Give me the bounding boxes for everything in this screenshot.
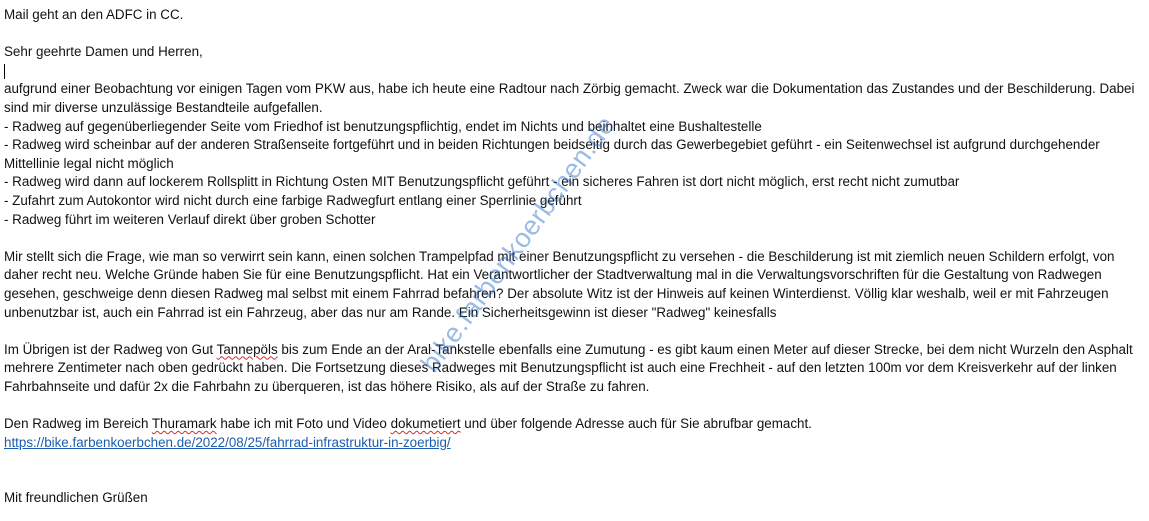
paragraph-route-text: Im Übrigen ist der Radweg von Gut xyxy=(4,341,217,357)
watermark-text: bike.farbenkoerbchen.de xyxy=(415,110,621,378)
email-body[interactable] xyxy=(4,6,1140,508)
blank-line xyxy=(4,471,1140,490)
blank-line xyxy=(4,229,1140,248)
salutation: Sehr geehrte Damen und Herren, xyxy=(4,44,203,60)
documentation-link[interactable]: https://bike.farbenkoerbchen.de/2022/08/25/fahrrad-infrastruktur-in-zoerbig/ xyxy=(4,434,451,450)
paragraph-doc-text: Den Radweg im Bereich xyxy=(4,416,152,432)
blank-line xyxy=(4,452,1140,471)
text-cursor xyxy=(4,64,5,79)
bullet-item: - Radweg führt im weiteren Verlauf direkt über groben Schotter xyxy=(4,211,376,227)
blank-line xyxy=(4,396,1140,415)
blank-line xyxy=(4,25,1140,44)
bullet-item: - Radweg wird dann auf lockerem Rollsplitt in Richtung Osten MIT Benutzungspflicht geführt - ein sicheres Fahren ist dort nicht möglich, erst recht nicht zumutbar xyxy=(4,174,960,190)
bullet-item: - Radweg auf gegenüberliegender Seite vom Friedhof ist benutzungspflichtig, endet im Nichts und beinhaltet eine Bushaltestelle xyxy=(4,118,762,134)
spellcheck-word[interactable]: Thuramark xyxy=(151,416,217,432)
paragraph-doc-text: habe ich mit Foto und Video xyxy=(216,416,391,432)
spellcheck-word[interactable]: Tannepöls xyxy=(216,341,278,357)
cc-note: Mail geht an den ADFC in CC. xyxy=(4,7,184,22)
paragraph-documentation xyxy=(4,415,1140,434)
blank-line xyxy=(4,322,1140,341)
spellcheck-word[interactable]: dokumetiert xyxy=(390,416,461,432)
paragraph-route xyxy=(4,341,1140,397)
paragraph-doc-text: und über folgende Adresse auch für Sie abrufbar gemacht. xyxy=(460,416,812,432)
cursor-line[interactable] xyxy=(4,62,1140,81)
bullet-item: - Zufahrt zum Autokontor wird nicht durch eine farbige Radwegfurt entlang einer Sperrlinie geführt xyxy=(4,192,582,208)
paragraph-question: Mir stellt sich die Frage, wie man so verwirrt sein kann, einen solchen Trampelpfad mit einer Benutzungspflicht zu versehen - die Beschilderung ist mit ziemlich neuen Schildern erfolgt, von daher recht neu. Welche Gründe haben Sie für eine Benutzungspflicht. Hat ein Verantwortlicher der Stadtverwaltung mal in die Verwaltungsvorschriften für die Gestaltung von Radwegen gesehen, geschweige denn diesen Radweg mal selbst mit einem Fahrrad befahren? Der absolute Witz ist der Hinweis auf keinen Winterdienst. Völlig klar weshalb, weil er mit Fahrzeugen unbenutzbar ist, auch ein Fahrrad ist ein Fahrzeug, aber das nur am Rande. Ein Sicherheitsgewinn ist dieser "Radweg" keinesfalls xyxy=(4,248,1115,320)
paragraph-route-text: bis zum Ende an der Aral-Tankstelle ebenfalls eine Zumutung - es gibt kaum einen Meter auf dieser Strecke, bei dem nicht Wurzeln den Asphalt mehrere Zentimeter nach oben gedrückt haben. Die Fortsetzung dieses Radweges mit Benutzungspflicht ist auch eine Frechheit - auf den letzten 100m vor dem Kreisverkehr auf der linken Fahrbahnseite und dafür 2x die Fahrbahn zu überqueren, ist das höhere Risiko, als auf der Straße zu fahren. xyxy=(4,341,1133,394)
closing: Mit freundlichen Grüßen xyxy=(4,490,148,506)
intro-paragraph: aufgrund einer Beobachtung vor einigen Tagen vom PKW aus, habe ich heute eine Radtour nach Zörbig gemacht. Zweck war die Dokumentation das Zustandes und der Beschilderung. Dabei sind mir diverse unzulässige Bestandteile aufgefallen. xyxy=(4,81,1135,115)
documentation-link-line xyxy=(4,434,1140,453)
bullet-item: - Radweg wird scheinbar auf der anderen Straßenseite fortgeführt und in beiden Richtungen beidseitig durch das Gewerbegebiet geführt - ein Seitenwechsel ist aufgrund durchgehender Mittellinie legal nicht möglich xyxy=(4,137,1100,171)
